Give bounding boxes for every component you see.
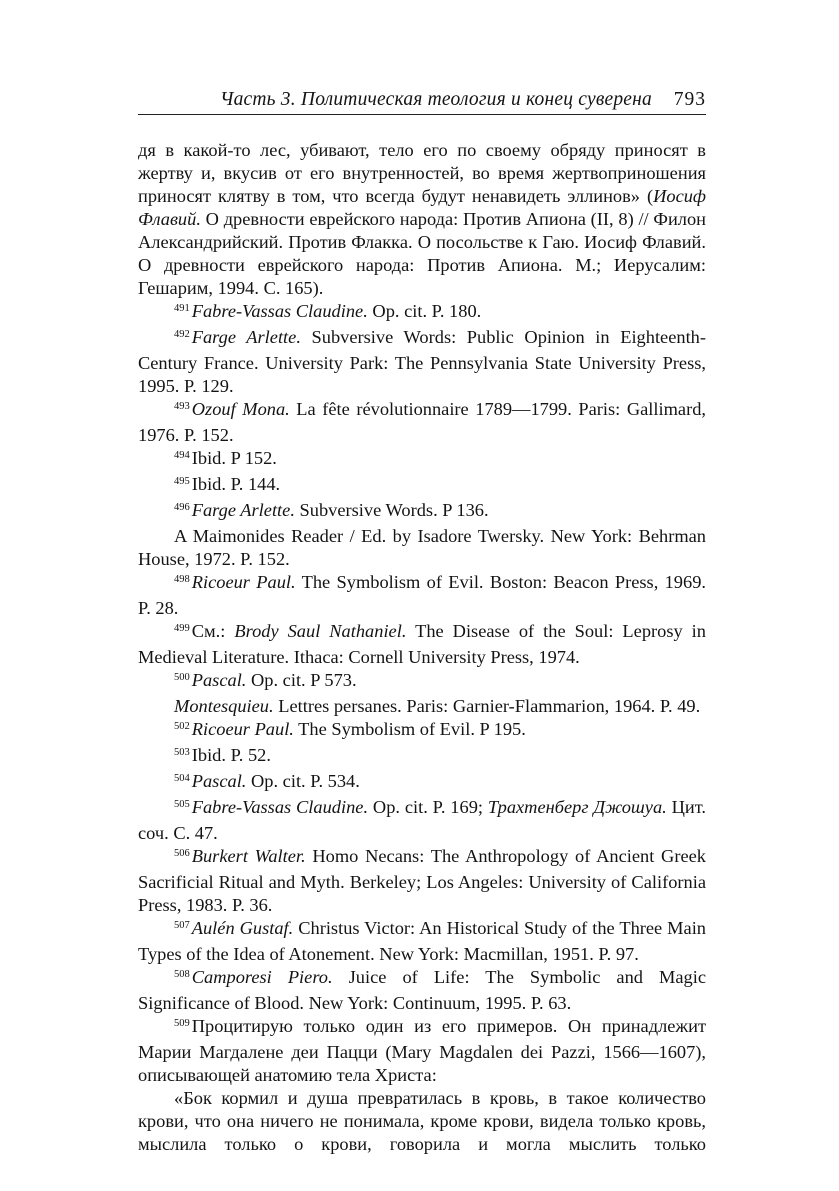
italic-text: Ozouf Mona. bbox=[191, 399, 290, 419]
italic-text: Burkert Walter. bbox=[191, 846, 306, 866]
footnote bbox=[138, 300, 706, 326]
footnote bbox=[138, 499, 706, 525]
text-run: The Symbolism of Evil. P 195. bbox=[293, 719, 526, 739]
text-run: Op. cit. P. 180. bbox=[367, 301, 482, 321]
text-run: См.: bbox=[191, 621, 235, 641]
italic-text: Ricoeur Paul. bbox=[191, 572, 296, 592]
italic-text: Fabre-Vassas Claudine. bbox=[191, 301, 368, 321]
footnote bbox=[138, 447, 706, 473]
footnote-number: 494 bbox=[174, 450, 190, 461]
text-paragraph bbox=[138, 1087, 706, 1179]
italic-text: Montesquieu. bbox=[174, 696, 274, 716]
footnote bbox=[138, 620, 706, 669]
text-run: Subversive Words. P 136. bbox=[294, 500, 489, 520]
italic-text: Brody Saul Nathaniel. bbox=[234, 621, 407, 641]
text-paragraph bbox=[138, 695, 706, 718]
footnote bbox=[138, 1015, 706, 1087]
text-run: Op. cit. P. 169; bbox=[368, 797, 488, 817]
page-number: 793 bbox=[673, 89, 706, 110]
italic-text: Fabre-Vassas Claudine. bbox=[191, 797, 369, 817]
footnote bbox=[138, 326, 706, 398]
text-run: Lettres persanes. Paris: Garnier-Flammarion, 1964. P. 49. bbox=[273, 696, 701, 716]
footnote-number: 493 bbox=[174, 401, 190, 412]
italic-text: Farge Arlette. bbox=[191, 500, 295, 520]
footnote-number: 505 bbox=[174, 799, 190, 810]
footnote-number: 496 bbox=[174, 502, 190, 513]
text-run: Christus Victor: An Historical Study of the Three Main Types of the Idea of Atonement. New York: Macmillan, 1951. P. 97. bbox=[138, 918, 707, 964]
text-run: Цит. соч. С. 47. bbox=[138, 797, 706, 843]
footnote-number: 509 bbox=[174, 1018, 190, 1029]
text-run: Op. cit. P 573. bbox=[246, 670, 357, 690]
footnote bbox=[138, 744, 706, 770]
text-run: Op. cit. P. 534. bbox=[246, 771, 360, 791]
footnote-number: 502 bbox=[174, 721, 190, 732]
italic-text: Трахтенберг Джошуа. bbox=[487, 797, 667, 817]
text-run: О древности еврейского народа: Против Апиона (II, 8) // Филон Александрийский. Против Флакка. О посольстве к Гаю. Иосиф Флавий. О древности еврейского народа: Против Апиона. М.; Иерусалим: Гешарим, 1994. С. 165). bbox=[138, 209, 706, 298]
notes-body bbox=[138, 139, 706, 1179]
footnote-number: 506 bbox=[174, 848, 190, 859]
footnote-number: 504 bbox=[174, 773, 190, 784]
footnote bbox=[138, 571, 706, 620]
running-title: Часть 3. Политическая теология и конец суверена bbox=[219, 89, 652, 110]
footnote-number: 498 bbox=[174, 574, 190, 585]
footnote-number: 507 bbox=[174, 920, 190, 931]
footnote bbox=[138, 770, 706, 796]
footnote bbox=[138, 845, 706, 917]
footnote-number: 500 bbox=[174, 672, 190, 683]
footnote-number: 503 bbox=[174, 747, 190, 758]
text-paragraph bbox=[138, 525, 706, 571]
italic-text: Aulén Gustaf. bbox=[191, 918, 294, 938]
italic-text: Farge Arlette. bbox=[191, 327, 301, 347]
text-run: La fête révolutionnaire 1789—1799. Paris: Gallimard, 1976. P. 152. bbox=[138, 399, 706, 445]
footnote bbox=[138, 398, 706, 447]
text-run: The Disease of the Soul: Leprosy in Medieval Literature. Ithaca: Cornell University Press, 1974. bbox=[138, 621, 706, 667]
italic-text: Camporesi Piero. bbox=[191, 967, 333, 987]
text-run: A Maimonides Reader / Ed. by Isadore Twersky. New York: Behrman House, 1972. P. 152. bbox=[138, 526, 706, 569]
text-run: Subversive Words: Public Opinion in Eighteenth-Century France. University Park: The Pennsylvania State University Press, 1995. P. 129. bbox=[138, 327, 707, 396]
running-header bbox=[138, 86, 706, 115]
italic-text: Pascal. bbox=[191, 670, 247, 690]
text-paragraph bbox=[138, 139, 706, 300]
text-run: Ibid. P. 144. bbox=[191, 474, 281, 494]
text-run: дя в какой-то лес, убивают, тело его по своему обряду приносят в жертву и, вкусив от его внутренностей, во время жертвоприношения приносят клятву в том, что всегда будут ненавидеть эллинов» ( bbox=[138, 140, 706, 206]
text-run: Ibid. P. 52. bbox=[191, 745, 271, 765]
text-run: Ibid. P 152. bbox=[191, 448, 277, 468]
footnote bbox=[138, 796, 706, 845]
footnote-number: 492 bbox=[174, 329, 190, 340]
italic-text: Ricoeur Paul. bbox=[191, 719, 294, 739]
footnote bbox=[138, 966, 706, 1015]
text-run: Homo Necans: The Anthropology of Ancient Greek Sacrificial Ritual and Myth. Berkeley; Los Angeles: University of California Press, 1983. P. 36. bbox=[138, 846, 706, 915]
text-run: Процитирую только один из его примеров. Он принадлежит Марии Магдалене деи Пацци (Mary Magdalen dei Pazzi, 1566—1607), описывающей анатомию тела Христа: bbox=[138, 1016, 706, 1085]
italic-text: Иосиф Флавий. bbox=[138, 186, 706, 229]
footnote bbox=[138, 669, 706, 695]
text-run: «Бок кормил и душа превратилась в кровь, в такое количество крови, что она ничего не понимала, кроме крови, видела только кровь, мыслила только о крови, говорила и могла мыслить только bbox=[138, 1088, 706, 1154]
footnote-number: 499 bbox=[174, 623, 190, 634]
footnote-number: 508 bbox=[174, 969, 190, 980]
footnote bbox=[138, 917, 706, 966]
footnote-number: 491 bbox=[174, 303, 190, 314]
footnote bbox=[138, 473, 706, 499]
footnote-number: 495 bbox=[174, 476, 190, 487]
italic-text: Pascal. bbox=[191, 771, 247, 791]
text-run: Juice of Life: The Symbolic and Magic Significance of Blood. New York: Continuum, 1995. P. 63. bbox=[138, 967, 706, 1013]
text-run: The Symbolism of Evil. Boston: Beacon Press, 1969. P. 28. bbox=[138, 572, 706, 618]
footnote bbox=[138, 718, 706, 744]
